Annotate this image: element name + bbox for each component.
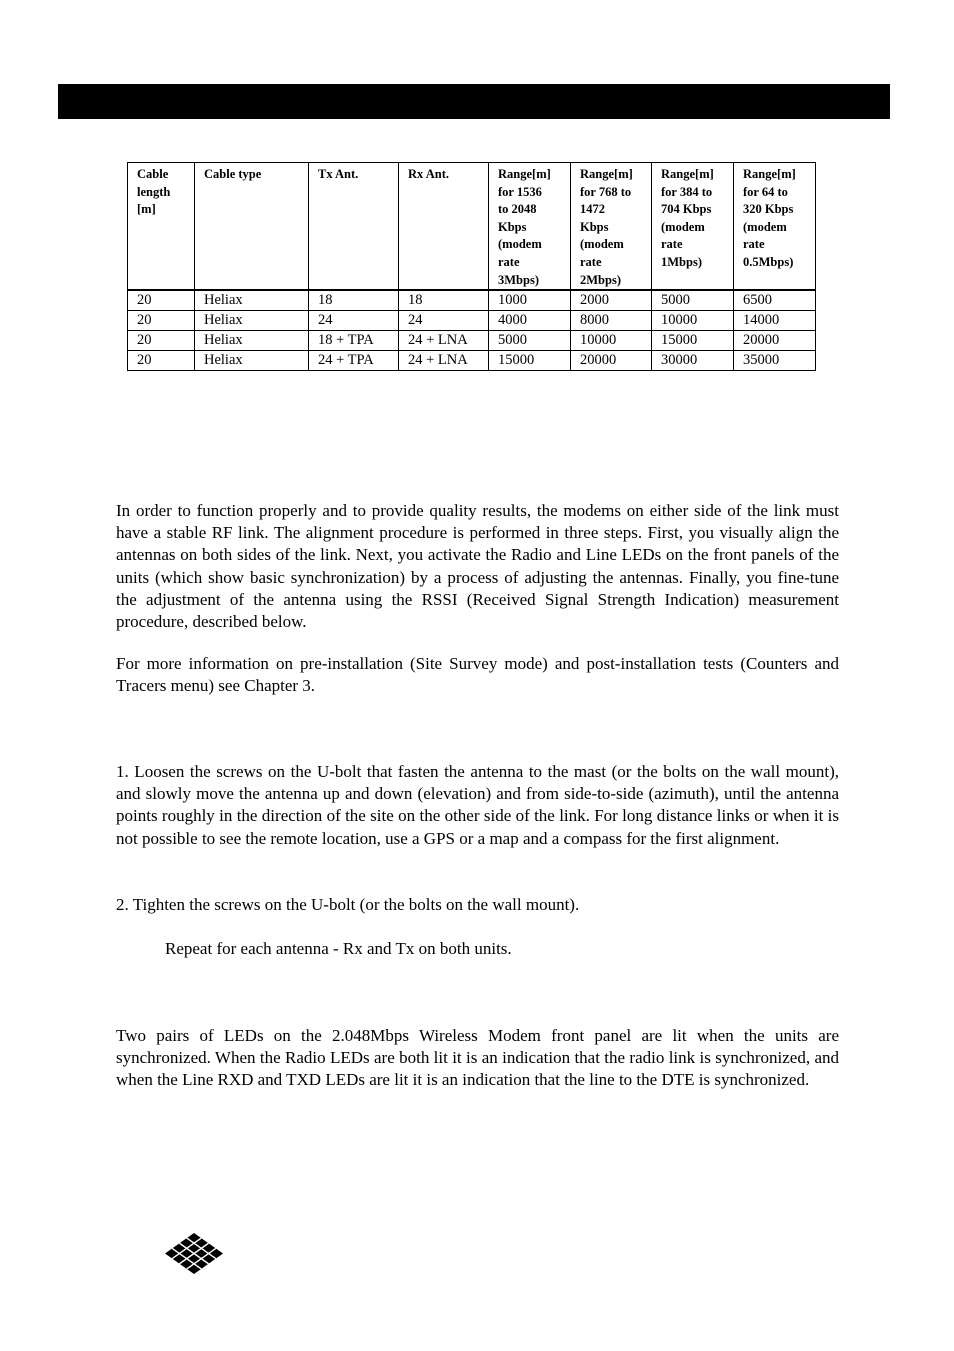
range-table xyxy=(127,162,816,371)
table-cell: Heliax xyxy=(195,311,309,331)
header-line: 1Mbps) xyxy=(661,254,702,269)
header-line: 0.5Mbps) xyxy=(743,254,794,269)
table-cell: Heliax xyxy=(195,351,309,371)
header-line: 320 Kbps xyxy=(743,202,794,217)
header-line: Range[m] xyxy=(661,167,714,181)
table-cell: 4000 xyxy=(489,311,571,331)
table-cell: 20 xyxy=(128,311,195,331)
table-cell: 5000 xyxy=(489,331,571,351)
table-header-cell xyxy=(652,163,734,291)
table-cell: 30000 xyxy=(652,351,734,371)
alignment-intro-paragraph: In order to function properly and to provide quality results, the modems on either side of the link must have a stable RF link. The alignment procedure is performed in three steps. First, you visually align the antennas on both sides of the link. Next, you activate the Radio and Line LEDs on the front panels of the units (which show basic synchronization) by a process of adjusting the antennas. Finally, you fine-tune the adjustment of the antenna using the RSSI (Received Signal Strength Indication) measurement procedure, described below. xyxy=(116,501,839,632)
table-cell: 20 xyxy=(128,331,195,351)
header-line: for 1536 xyxy=(498,184,542,199)
table-cell: 10000 xyxy=(652,311,734,331)
table-cell: 18 + TPA xyxy=(309,331,399,351)
header-line: Range[m] xyxy=(743,167,796,181)
header-line: for 768 to xyxy=(580,184,632,199)
table-cell: 18 xyxy=(309,290,399,311)
header-line: (modem xyxy=(661,219,705,234)
table-cell: 15000 xyxy=(489,351,571,371)
table-row xyxy=(128,311,816,331)
table-body xyxy=(128,290,816,371)
table-cell: 24 + TPA xyxy=(309,351,399,371)
more-info-paragraph: For more information on pre-installation (Site Survey mode) and post-installation tests (Counters and Tracers menu) see Chapter 3. xyxy=(116,654,839,696)
table-cell: 1000 xyxy=(489,290,571,311)
header-line: [m] xyxy=(137,202,156,217)
table-header-cell xyxy=(309,163,399,291)
repeat-note: Repeat for each antenna - Rx and Tx on both units. xyxy=(165,939,512,958)
table-header-cell xyxy=(399,163,489,291)
table-cell: 2000 xyxy=(571,290,652,311)
header-line: rate xyxy=(743,237,765,252)
table-cell: 14000 xyxy=(734,311,816,331)
table-cell: 8000 xyxy=(571,311,652,331)
table-cell: 20 xyxy=(128,290,195,311)
table-cell: 15000 xyxy=(652,331,734,351)
header-line: (modem xyxy=(580,237,624,252)
header-line: to 2048 xyxy=(498,202,537,217)
table-cell: 24 + LNA xyxy=(399,351,489,371)
header-line: 3Mbps) xyxy=(498,272,539,287)
table-row xyxy=(128,331,816,351)
header-line: rate xyxy=(498,254,520,269)
table-cell: 24 + LNA xyxy=(399,331,489,351)
header-line: for 64 to xyxy=(743,184,788,199)
step-1-paragraph: 1. Loosen the screws on the U-bolt that fasten the antenna to the mast (or the bolts on the wall mount), and slowly move the antenna up and down (elevation) and from side-to-side (azimuth), until the antenna points roughly in the direction of the site on the other side of the link. For long distance links or when it is not possible to see the remote location, use a GPS or a map and a compass for the first alignment. xyxy=(116,762,839,848)
table-header-cell xyxy=(571,163,652,291)
table-header-cell xyxy=(128,163,195,291)
table-cell: 5000 xyxy=(652,290,734,311)
header-line: rate xyxy=(661,237,683,252)
table-cell: 24 xyxy=(309,311,399,331)
header-line: (modem xyxy=(743,219,787,234)
table-header-cell xyxy=(195,163,309,291)
header-line: length xyxy=(137,184,171,199)
table-row xyxy=(128,351,816,371)
table-cell: 20000 xyxy=(571,351,652,371)
header-line: Cable xyxy=(137,167,169,181)
table-cell: 24 xyxy=(399,311,489,331)
header-line: for 384 to xyxy=(661,184,713,199)
table-cell: 20 xyxy=(128,351,195,371)
leds-paragraph: Two pairs of LEDs on the 2.048Mbps Wireless Modem front panel are lit when the units are synchronized. When the Radio LEDs are both lit it is an indication that the radio link is synchronized, and when the Line RXD and TXD LEDs are lit it is an indication that the line to the DTE is synchronized. xyxy=(116,1026,839,1090)
header-line: 704 Kbps xyxy=(661,202,712,217)
header-bar xyxy=(58,84,890,119)
header-line: Tx Ant. xyxy=(318,167,359,181)
header-line: 1472 xyxy=(580,202,605,217)
header-line: Rx Ant. xyxy=(408,167,449,181)
header-line: 2Mbps) xyxy=(580,272,621,287)
table-cell: 18 xyxy=(399,290,489,311)
table-cell: 6500 xyxy=(734,290,816,311)
table-header-cell xyxy=(489,163,571,291)
header-line: Range[m] xyxy=(580,167,633,181)
header-line: Cable type xyxy=(204,167,262,181)
header-line: Kbps xyxy=(580,219,609,234)
table-header-cell xyxy=(734,163,816,291)
header-line: Range[m] xyxy=(498,167,551,181)
table-cell: Heliax xyxy=(195,331,309,351)
table-header-row xyxy=(128,163,816,291)
table-row xyxy=(128,290,816,311)
header-line: (modem xyxy=(498,237,542,252)
header-line: Kbps xyxy=(498,219,527,234)
table-cell: 20000 xyxy=(734,331,816,351)
table-cell: 10000 xyxy=(571,331,652,351)
step-2-paragraph: 2. Tighten the screws on the U-bolt (or the bolts on the wall mount). xyxy=(116,895,580,914)
table-cell: 35000 xyxy=(734,351,816,371)
table-cell: Heliax xyxy=(195,290,309,311)
black-diamond-logo-icon xyxy=(165,1233,223,1274)
header-line: rate xyxy=(580,254,602,269)
